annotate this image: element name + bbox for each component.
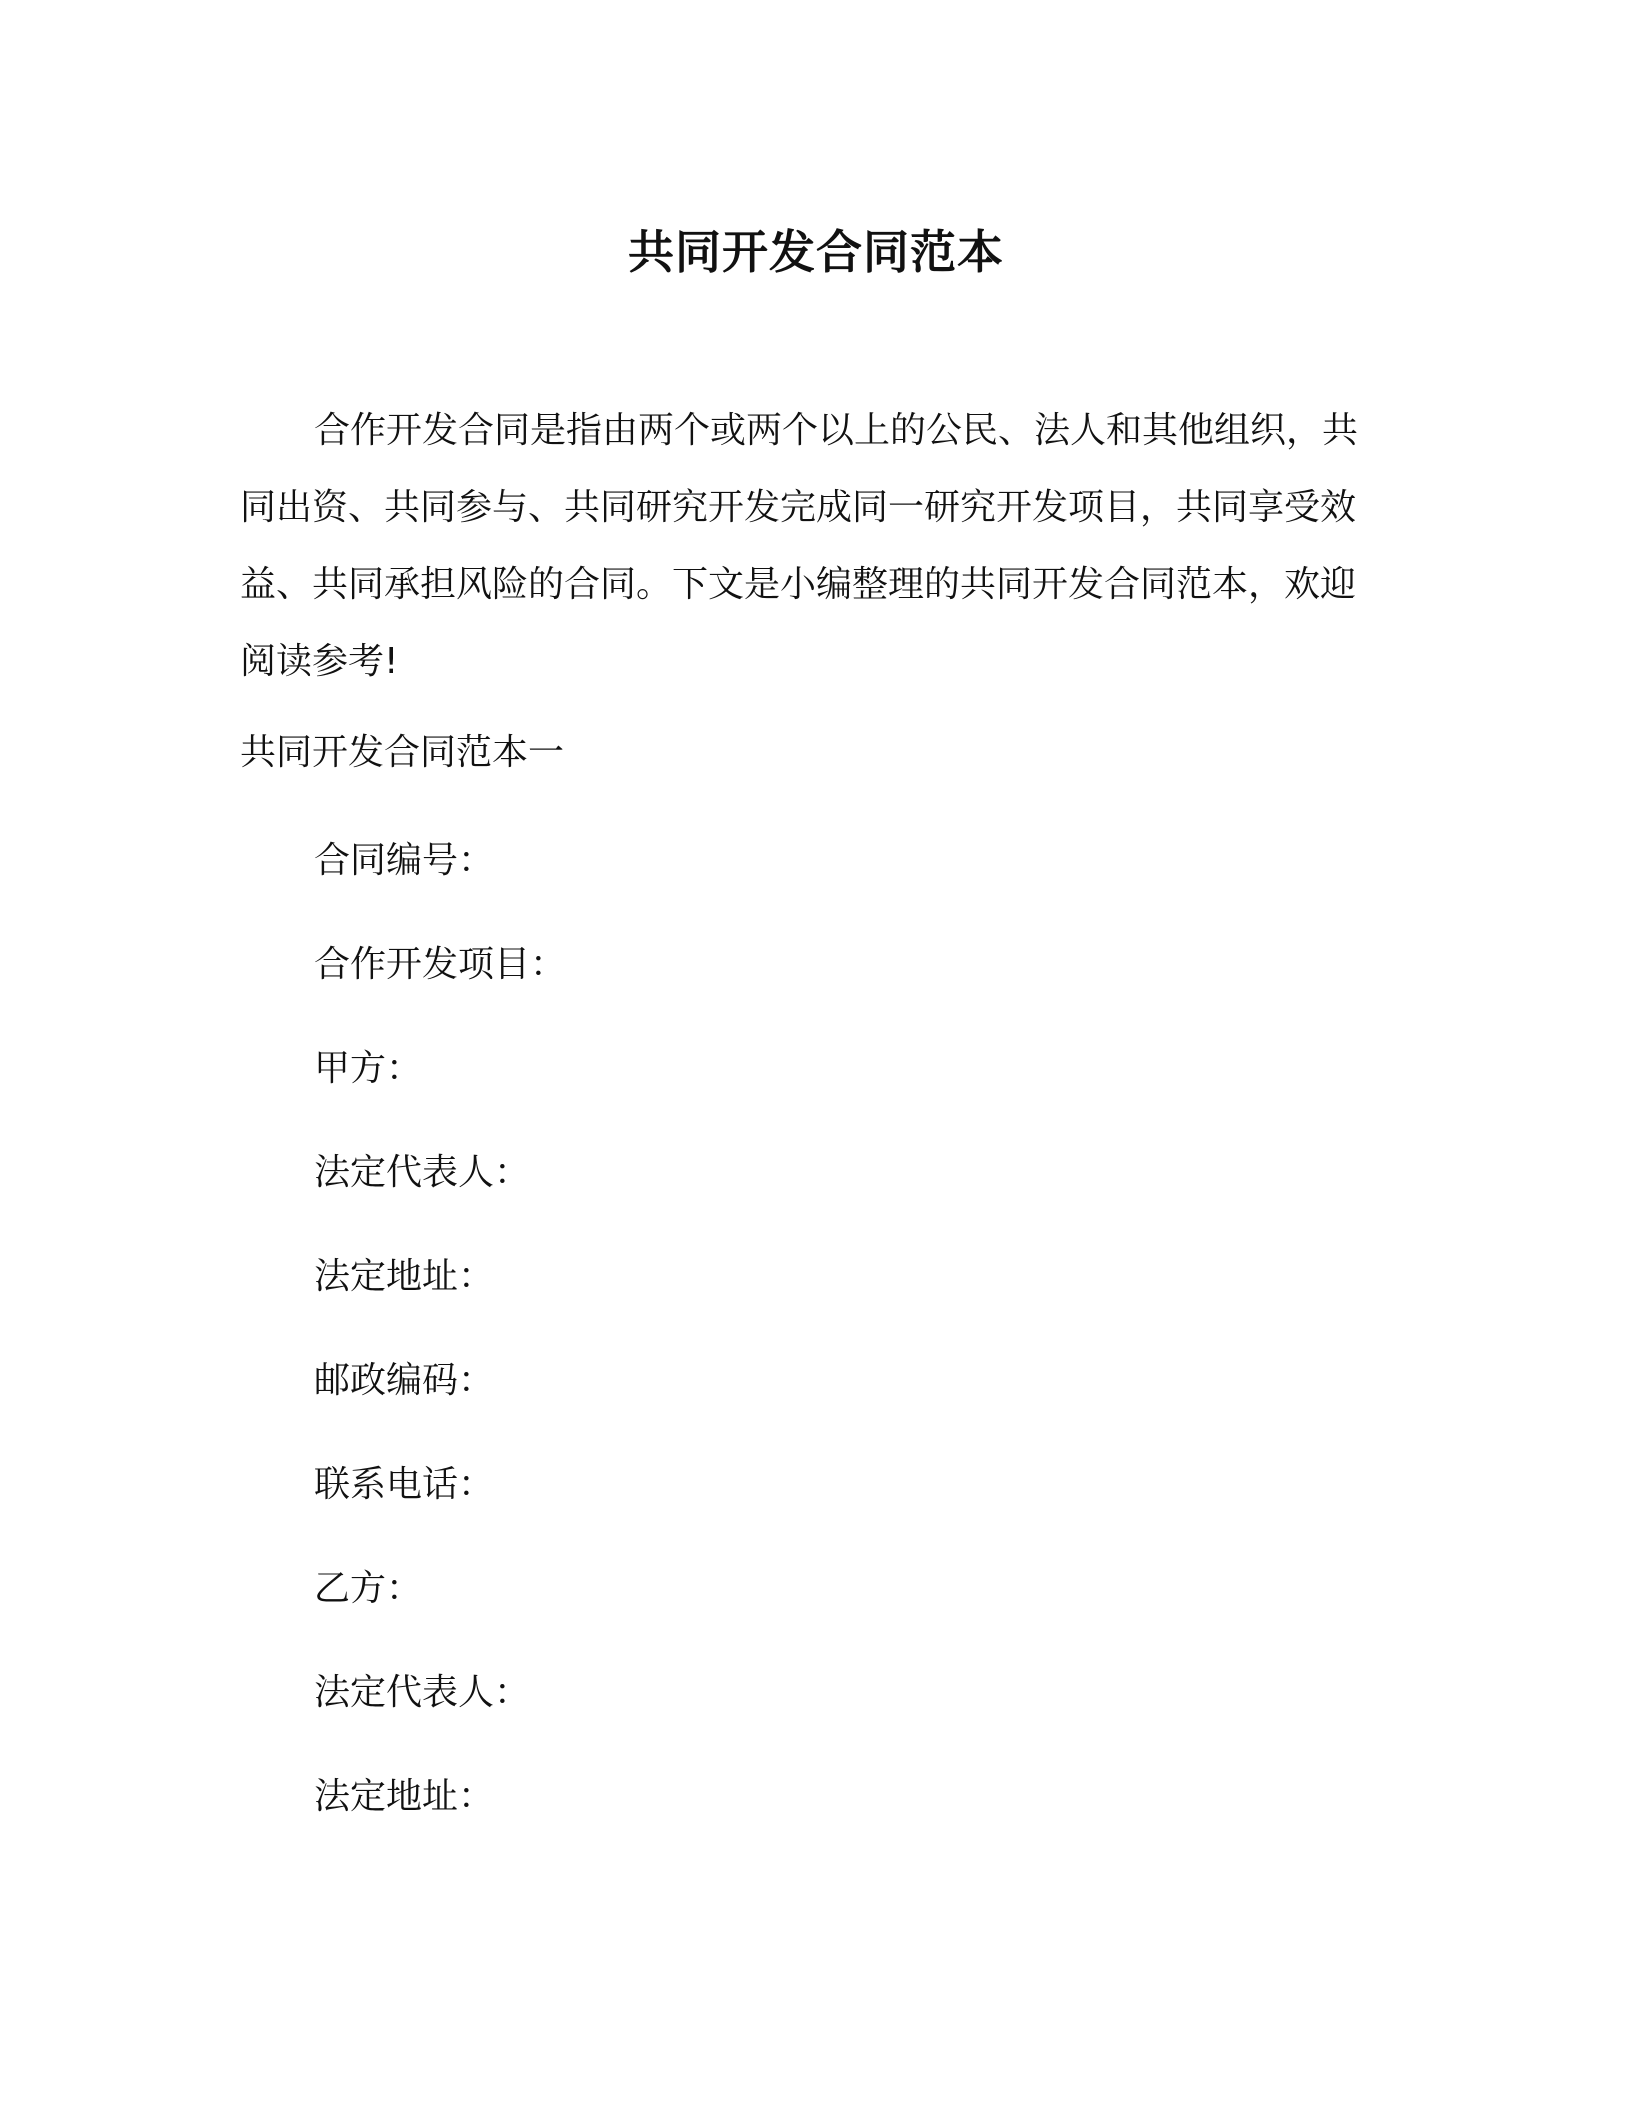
field-party-b: 乙方： — [314, 1568, 423, 1609]
contract-field-list — [314, 836, 566, 1876]
document-title: 共同开发合同范本 — [628, 225, 1004, 279]
field-contract-number: 合同编号： — [314, 840, 495, 881]
field-party-b-legal-address: 法定地址： — [314, 1776, 495, 1817]
field-party-a-legal-representative: 法定代表人： — [314, 1152, 531, 1193]
field-party-a-phone: 联系电话： — [314, 1464, 495, 1505]
field-party-a: 甲方： — [314, 1048, 423, 1089]
intro-paragraph: 合作开发合同是指由两个或两个以上的公民、法人和其他组织，共同出资、共同参与、共同研究开发完成同一研究开发项目，共同享受效益、共同承担风险的合同。下文是小编整理的共同开发合同范本，欢迎阅读参考! — [240, 410, 1359, 682]
field-party-a-legal-address: 法定地址： — [314, 1256, 495, 1297]
field-cooperation-project: 合作开发项目： — [314, 944, 567, 985]
section-heading: 共同开发合同范本一 — [240, 732, 565, 773]
field-party-a-postal-code: 邮政编码： — [314, 1360, 495, 1401]
field-party-b-legal-representative: 法定代表人： — [314, 1672, 531, 1713]
